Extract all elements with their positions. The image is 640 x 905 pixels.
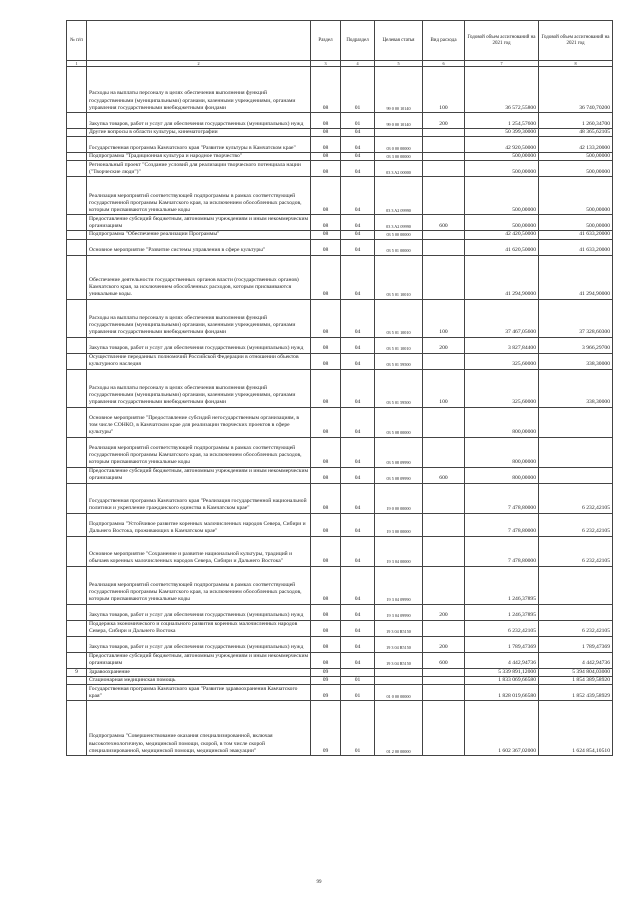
row-amount-1: 4 442,94736 [465,652,539,668]
colnum-1: 1 [67,61,87,67]
row-num [67,701,87,756]
row-num [67,299,87,337]
row-subsection: 04 [341,153,375,161]
row-num [67,215,87,231]
table-row [67,337,613,353]
row-name: Закупка товаров, работ и услуг для обеспечения государственных (муниципальных) нужд [87,113,311,129]
row-subsection: 01 [341,701,375,756]
row-expense-type [423,231,465,239]
row-section: 08 [311,299,341,337]
row-amount-2: 5 394 804,03000 [539,668,613,676]
table-row [67,437,613,467]
row-amount-2: 6 232,42105 [539,513,613,536]
row-expense-type [423,161,465,177]
row-expense-type [423,685,465,701]
row-subsection: 04 [341,299,375,337]
row-target-article: 19 3 04 09990 [375,566,423,604]
row-section: 08 [311,636,341,652]
row-target-article: 03 5 01 00000 [375,239,423,255]
row-subsection: 04 [341,215,375,231]
row-section: 08 [311,437,341,467]
row-num [67,676,87,684]
row-amount-1: 325,60000 [465,369,539,407]
row-expense-type: 100 [423,369,465,407]
row-section: 08 [311,652,341,668]
row-num [67,604,87,620]
row-subsection: 04 [341,437,375,467]
table-row [67,255,613,299]
row-amount-1: 41 620,50000 [465,239,539,255]
row-num [67,369,87,407]
row-name: Другие вопросы в области культуры, кинематографии [87,129,311,137]
colnum-4: 4 [341,61,375,67]
header-name [87,21,311,61]
row-amount-1: 42 920,50000 [465,137,539,153]
row-name: Реализация мероприятий соответствующей подпрограммы в рамках соответствующей государственной программы Камчатского края, за исключением обособленных расходов, которым присваиваются уникальные коды [87,177,311,215]
row-num [67,407,87,437]
table-row [67,113,613,129]
row-subsection: 04 [341,353,375,369]
row-subsection: 04 [341,513,375,536]
row-subsection [341,668,375,676]
table-row [67,239,613,255]
row-subsection: 04 [341,255,375,299]
row-name: Реализация мероприятий соответствующей подпрограммы в рамках соответствующей государственной программы Камчатского края, за исключением обособленных расходов, которым присваиваются уникальные коды [87,566,311,604]
row-expense-type: 200 [423,337,465,353]
row-name: Закупка товаров, работ и услуг для обеспечения государственных (муниципальных) нужд [87,337,311,353]
row-num [67,467,87,483]
row-amount-2: 6 232,42105 [539,536,613,566]
row-name: Закупка товаров, работ и услуг для обеспечения государственных (муниципальных) нужд [87,604,311,620]
row-expense-type [423,153,465,161]
row-section: 08 [311,407,341,437]
row-expense-type [423,177,465,215]
row-name: Подпрограмма "Устойчивое развитие коренных малочисленных народов Севера, Сибири и Дальнего Востока, проживающих в Камчатском крае" [87,513,311,536]
row-subsection: 04 [341,161,375,177]
row-target-article: 19 3 04 R5150 [375,620,423,636]
row-amount-1: 1 833 069,66580 [465,676,539,684]
row-target-article: 19 3 04 R5150 [375,652,423,668]
table-row [67,604,613,620]
row-amount-1: 3 827,84400 [465,337,539,353]
row-amount-1: 800,00000 [465,437,539,467]
row-target-article: 19 3 00 00000 [375,513,423,536]
colnum-8: 8 [539,61,613,67]
row-expense-type [423,437,465,467]
table-row [67,620,613,636]
row-section: 09 [311,685,341,701]
row-section: 08 [311,215,341,231]
row-section: 08 [311,177,341,215]
row-amount-1: 41 294,90000 [465,255,539,299]
row-target-article: 03 5 08 09990 [375,437,423,467]
row-section: 08 [311,369,341,407]
row-amount-1: 36 572,55800 [465,67,539,113]
row-expense-type: 600 [423,467,465,483]
row-section: 08 [311,255,341,299]
row-section: 08 [311,67,341,113]
row-target-article: 03 5 08 00000 [375,407,423,437]
row-name: Стационарная медицинская помощь [87,676,311,684]
table-header-row [67,21,613,61]
colnum-6: 6 [423,61,465,67]
row-name: Государственная программа Камчатского края "Развитие культуры в Камчатском крае" [87,137,311,153]
row-section: 09 [311,668,341,676]
row-name: Подпрограмма "Обеспечение реализации Программы" [87,231,311,239]
table-row [67,685,613,701]
header-volume-2021-b: Годовой объем ассигнований на 2021 год [539,21,613,61]
row-subsection: 01 [341,113,375,129]
row-amount-2 [539,566,613,604]
row-name: Поддержка экономического и социального развития коренных малочисленных народов Севера, Сибири и Дальнего Востока [87,620,311,636]
row-target-article: 03 5 01 10010 [375,255,423,299]
row-amount-1: 1 254,57600 [465,113,539,129]
row-target-article: 99 0 00 10140 [375,67,423,113]
row-subsection: 04 [341,483,375,513]
row-section: 08 [311,536,341,566]
row-amount-2: 500,00000 [539,215,613,231]
row-section: 08 [311,239,341,255]
row-name: Предоставление субсидий бюджетным, автономным учреждениям и иным некоммерческим организациям [87,215,311,231]
row-amount-1: 500,00000 [465,153,539,161]
row-subsection: 04 [341,620,375,636]
row-amount-1: 1 246,37895 [465,566,539,604]
row-num [67,255,87,299]
row-target-article: 03 3 A2 09990 [375,215,423,231]
table-row [67,67,613,113]
row-num [67,620,87,636]
table-row [67,137,613,153]
row-subsection: 04 [341,467,375,483]
row-target-article: 03 3 A2 00000 [375,161,423,177]
table-row [67,668,613,676]
row-amount-1: 325,60000 [465,353,539,369]
header-target-article: Целевая статья [375,21,423,61]
table-row [67,129,613,137]
row-amount-2: 1 852 439,58929 [539,685,613,701]
row-expense-type [423,676,465,684]
table-row [67,483,613,513]
row-amount-1: 37 467,05600 [465,299,539,337]
table-row [67,636,613,652]
header-num: № п/п [67,21,87,61]
row-name: Реализация мероприятий соответствующей подпрограммы в рамках соответствующей государственной программы Камчатского края, за исключением обособленных расходов, которым присваиваются уникальные коды [87,437,311,467]
row-name: Основное мероприятие "Сохранение и развитие национальной культуры, традиций и обычаев коренных малочисленных народов Севера, Сибири и Дальнего Востока" [87,536,311,566]
budget-table [66,20,613,756]
table-row [67,161,613,177]
row-amount-1: 50 399,30000 [465,129,539,137]
row-num [67,685,87,701]
row-subsection: 04 [341,566,375,604]
row-amount-1: 6 232,42105 [465,620,539,636]
row-subsection: 01 [341,676,375,684]
row-amount-2: 4 442,94736 [539,652,613,668]
row-target-article: 19 3 04 09990 [375,604,423,620]
row-amount-1: 42 420,50000 [465,231,539,239]
row-subsection: 04 [341,177,375,215]
budget-table-sheet [66,20,612,756]
table-row [67,676,613,684]
row-amount-2 [539,604,613,620]
row-amount-2: 338,30000 [539,369,613,407]
row-name: Государственная программа Камчатского края "Реализация государственной национальной политики и укрепление гражданского единства в Камчатском крае" [87,483,311,513]
row-num: 9 [67,668,87,676]
row-expense-type: 100 [423,299,465,337]
row-subsection: 04 [341,636,375,652]
header-subsection: Подраздел [341,21,375,61]
row-num [67,437,87,467]
colnum-5: 5 [375,61,423,67]
table-row [67,701,613,756]
row-amount-1: 1 246,37895 [465,604,539,620]
table-row [67,299,613,337]
row-name: Основное мероприятие "Предоставление субсидий негосударственным организациям, в том числе СОНКО, в Камчатском крае для реализации творческих проектов в сфере культуры" [87,407,311,437]
row-target-article: 01 2 00 00000 [375,701,423,756]
row-subsection: 04 [341,137,375,153]
row-target-article: 19 0 00 00000 [375,483,423,513]
row-num [67,652,87,668]
row-target-article: 03 5 01 10010 [375,299,423,337]
row-num [67,239,87,255]
row-amount-2 [539,467,613,483]
colnum-3: 3 [311,61,341,67]
row-expense-type [423,513,465,536]
row-name: Основное мероприятие "Развитие системы управления в сфере культуры" [87,239,311,255]
row-amount-1: 7 478,80000 [465,513,539,536]
row-target-article: 99 0 00 10140 [375,113,423,129]
colnum-7: 7 [465,61,539,67]
row-amount-2: 500,00000 [539,153,613,161]
row-name: Здравоохранение [87,668,311,676]
row-amount-2: 1 624 854,10510 [539,701,613,756]
row-amount-2: 6 232,42105 [539,483,613,513]
row-section: 08 [311,353,341,369]
colnum-2: 2 [87,61,311,67]
table-row [67,353,613,369]
row-subsection: 04 [341,369,375,407]
row-expense-type [423,129,465,137]
row-num [67,113,87,129]
row-target-article: 03 5 01 59500 [375,369,423,407]
row-amount-1: 7 478,80000 [465,536,539,566]
row-section: 08 [311,604,341,620]
row-amount-1: 1 828 019,66580 [465,685,539,701]
table-row [67,369,613,407]
row-section: 08 [311,513,341,536]
row-section: 08 [311,467,341,483]
row-num [67,566,87,604]
row-expense-type [423,536,465,566]
row-expense-type: 200 [423,636,465,652]
row-amount-2: 1 260,34700 [539,113,613,129]
row-section: 08 [311,231,341,239]
row-num [67,177,87,215]
row-target-article: 03 5 01 59500 [375,353,423,369]
row-num [67,337,87,353]
row-subsection: 04 [341,536,375,566]
row-num [67,67,87,113]
row-expense-type [423,620,465,636]
row-amount-2 [539,407,613,437]
row-num [67,636,87,652]
table-row [67,407,613,437]
row-amount-1: 1 789,47369 [465,636,539,652]
table-row [67,215,613,231]
row-section: 09 [311,701,341,756]
row-amount-2: 41 633,20000 [539,239,613,255]
row-target-article: 01 0 00 00000 [375,685,423,701]
row-amount-1: 500,00000 [465,161,539,177]
row-num [67,129,87,137]
row-num [67,231,87,239]
row-subsection: 04 [341,652,375,668]
table-row [67,231,613,239]
row-section: 08 [311,153,341,161]
row-amount-2 [539,437,613,467]
row-section: 08 [311,113,341,129]
row-subsection: 04 [341,231,375,239]
header-volume-2021: Годовой объем ассигнований на 2021 год [465,21,539,61]
row-amount-2: 41 294,90000 [539,255,613,299]
row-expense-type: 600 [423,215,465,231]
row-name: Подпрограмма "Совершенствование оказания специализированной, включая высокотехнологичную, медицинской помощи, скорой, в том числе скорой специализированной, медицинской помощи, медицинской эвакуации" [87,701,311,756]
row-name: Расходы на выплаты персоналу в целях обеспечения выполнения функций государственными (муниципальными) органами, казенными учреждениями, органами управления государственными внебюджетными фондами [87,67,311,113]
table-row [67,177,613,215]
row-amount-2: 48 365,62105 [539,129,613,137]
row-expense-type: 200 [423,113,465,129]
table-row [67,536,613,566]
table-row [67,513,613,536]
row-section: 08 [311,337,341,353]
row-name: Региональный проект "Создание условий для реализации творческого потенциала нации ("Творческие люди")" [87,161,311,177]
row-expense-type: 100 [423,67,465,113]
row-subsection: 04 [341,129,375,137]
row-amount-1: 500,00000 [465,177,539,215]
row-amount-1: 7 478,80000 [465,483,539,513]
row-target-article: 03 3 00 00000 [375,153,423,161]
row-num [67,513,87,536]
row-section: 08 [311,161,341,177]
row-num [67,137,87,153]
row-amount-2: 42 133,20000 [539,137,613,153]
row-amount-1: 5 339 891,12000 [465,668,539,676]
row-target-article: 03 5 00 00000 [375,231,423,239]
row-expense-type [423,137,465,153]
row-amount-2: 1 854 389,58920 [539,676,613,684]
row-name: Осуществление переданных полномочий Российской Федерации в отношении объектов культурного наследия [87,353,311,369]
row-amount-2: 3 966,29700 [539,337,613,353]
row-target-article: 19 3 04 R5150 [375,636,423,652]
row-expense-type [423,483,465,513]
row-amount-1: 500,00000 [465,215,539,231]
row-amount-1: 1 602 367,02000 [465,701,539,756]
row-num [67,353,87,369]
row-expense-type: 600 [423,652,465,668]
row-amount-1: 800,00000 [465,467,539,483]
row-subsection: 01 [341,67,375,113]
row-section: 08 [311,129,341,137]
row-amount-2: 1 789,47369 [539,636,613,652]
row-target-article: 19 3 04 00000 [375,536,423,566]
row-target-article: 03 5 08 09990 [375,467,423,483]
row-section: 08 [311,566,341,604]
row-target-article: 03 3 A2 09990 [375,177,423,215]
table-row [67,467,613,483]
row-expense-type [423,566,465,604]
row-target-article: 03 5 01 10010 [375,337,423,353]
row-amount-2: 36 740,70200 [539,67,613,113]
row-name: Расходы на выплаты персоналу в целях обеспечения выполнения функций государственными (муниципальными) органами, казенными учреждениями, органами управления государственными внебюджетными фондами [87,369,311,407]
row-section: 08 [311,137,341,153]
row-amount-2: 37 328,60300 [539,299,613,337]
row-expense-type [423,353,465,369]
row-expense-type: 200 [423,604,465,620]
row-subsection: 04 [341,407,375,437]
row-expense-type [423,255,465,299]
row-name: Обеспечение деятельности государственных органов власти (государственных органов) Камчатского края, за исключением обособленных расходов, которым присваиваются уникальные коды. [87,255,311,299]
table-row [67,566,613,604]
row-section: 09 [311,676,341,684]
row-target-article [375,668,423,676]
row-amount-2: 500,00000 [539,161,613,177]
row-expense-type [423,701,465,756]
row-amount-2: 41 633,20000 [539,231,613,239]
row-target-article [375,129,423,137]
table-row [67,153,613,161]
row-num [67,153,87,161]
row-target-article [375,676,423,684]
table-row [67,652,613,668]
row-num [67,536,87,566]
row-expense-type [423,239,465,255]
row-name: Предоставление субсидий бюджетным, автономным учреждениям и иным некоммерческим организациям [87,467,311,483]
page-number: 99 [316,880,322,885]
row-name: Подпрограмма "Традиционная культура и народное творчество" [87,153,311,161]
row-num [67,483,87,513]
row-subsection: 04 [341,239,375,255]
row-expense-type [423,407,465,437]
row-name: Предоставление субсидий бюджетным, автономным учреждениям и иным некоммерческим организациям [87,652,311,668]
row-name: Расходы на выплаты персоналу в целях обеспечения выполнения функций государственными (муниципальными) органами, казенными учреждениями, органами управления государственными внебюджетными фондами [87,299,311,337]
row-name: Закупка товаров, работ и услуг для обеспечения государственных (муниципальных) нужд [87,636,311,652]
row-amount-2: 338,30000 [539,353,613,369]
row-subsection: 01 [341,685,375,701]
row-name: Государственная программа Камчатского края "Развитие здравоохранения Камчатского края" [87,685,311,701]
header-expense-type: Вид расхода [423,21,465,61]
row-amount-2: 6 232,42105 [539,620,613,636]
row-num [67,161,87,177]
row-amount-2: 500,00000 [539,177,613,215]
row-section: 08 [311,620,341,636]
row-subsection: 04 [341,337,375,353]
row-amount-1: 800,00000 [465,407,539,437]
row-target-article: 03 0 00 00000 [375,137,423,153]
row-subsection: 04 [341,604,375,620]
row-expense-type [423,668,465,676]
row-section: 08 [311,483,341,513]
header-section: Раздел [311,21,341,61]
